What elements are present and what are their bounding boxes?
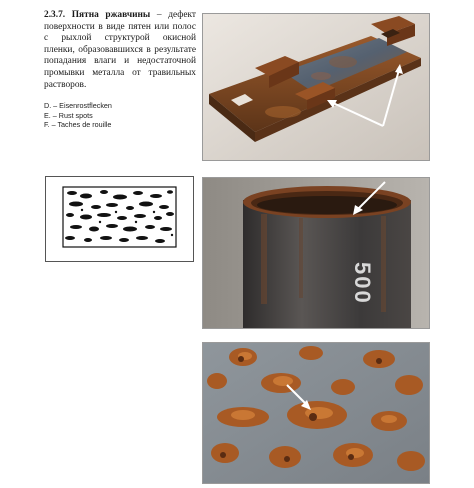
translations-list xyxy=(44,101,196,129)
translation-german: D. – Eisenrostflecken xyxy=(44,101,112,111)
translation-english: E. – Rust spots xyxy=(44,110,93,120)
section-heading xyxy=(44,10,150,20)
pipe-marking-text: 500 xyxy=(350,262,375,305)
tie-plate-photo xyxy=(202,13,430,161)
section-title: Пятна ржавчины xyxy=(71,10,151,20)
pipe-photo xyxy=(202,177,430,329)
rust-closeup-photo xyxy=(202,342,430,484)
section-definition: – дефект поверхности в виде пятен или полос с рыхлой структурой окисной пленки, образовавшихся в результате попадания влаги и недостаточной промывки металла от травильных растворов. xyxy=(44,10,197,90)
definition-text-block xyxy=(44,10,196,129)
section-number: 2.3.7. xyxy=(44,10,66,20)
definition-paragraph xyxy=(44,10,196,91)
translation-french: F. – Taches de rouille xyxy=(44,119,112,129)
rust-spots-schematic xyxy=(45,176,194,262)
